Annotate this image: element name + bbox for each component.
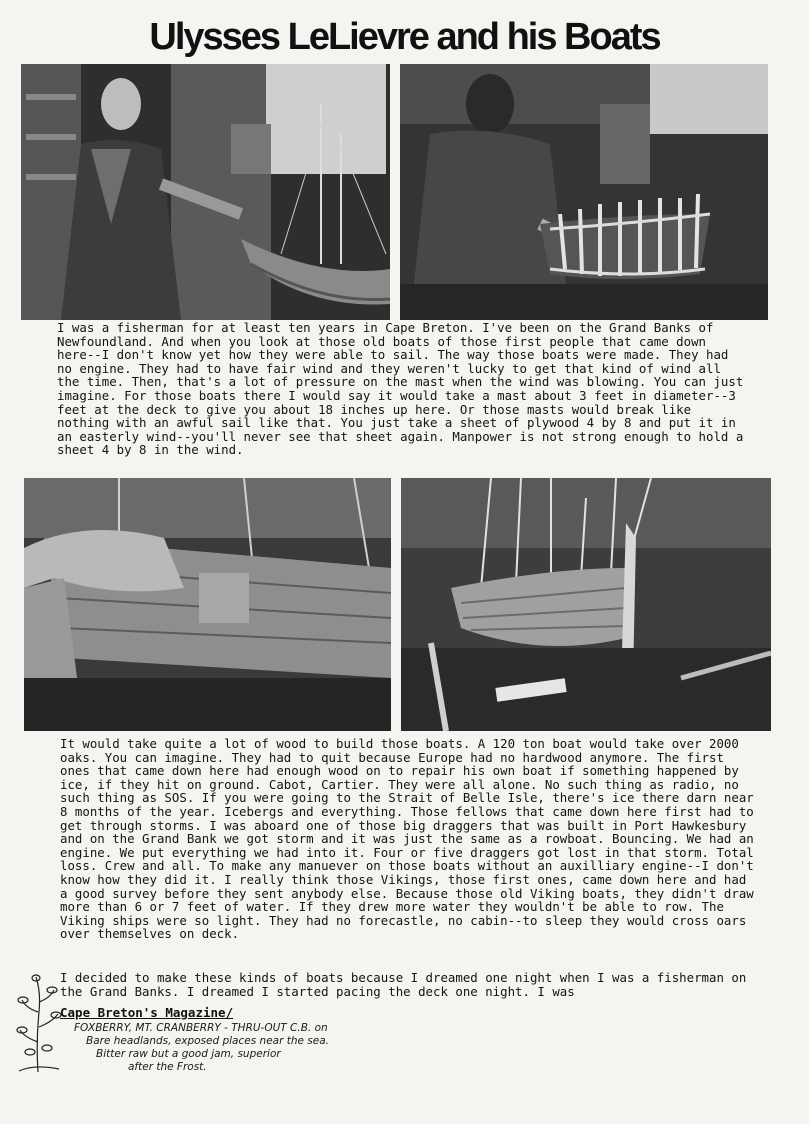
paragraph-dream: I decided to make these kinds of boats because I dreamed one night when I was a fisherman on the Grand Banks. I dreamed I started pacing the deck one night. I was [60, 970, 747, 999]
photo-man-framing-hull [400, 64, 768, 320]
note-line: Bitter raw but a good jam, superior [96, 1048, 281, 1060]
note-line: Bare headlands, exposed places near the sea. [86, 1035, 330, 1047]
note-line: after the Frost. [128, 1061, 207, 1073]
foxberry-sprig-drawing [14, 972, 64, 1072]
page-title: Ulysses LeLievre and his Boats [149, 16, 660, 58]
magazine-credit: Cape Breton's Magazine/ [60, 1005, 234, 1020]
paragraph-building-boats: It would take quite a lot of wood to build those boats. A 120 ton boat would take over 2000 oaks. You can imagine. They had to quit because Europe had no hardwood anymore. The first ones that came down here had enough wood on to repair his own boat if something happened by ice, if they hit on ground. Cabot, Cartier. They were all alone. No such thing as radio, no such thing as SOS. If you were going to the Strait of Belle Isle, there's ice there darn near 8 months of the year. Icebergs and everything. Those fellows that came down here first had to get through storms. I was aboard one of those big draggers that was built in Port Hawkesbury and on the Grand Bank we got storm and it was just the same as a rowboat. Bouncing. We had an engine. We put everything we had into it. Four or five draggers got lost in that storm. Total loss. Crew and all. To make any manuever on those boats without an auxilliary engine--I don't know how they did it. I really think those Vikings, those first ones, came down here and had a good survey before they sent anybody else. Because those old Viking boats, they didn't draw more than 6 or 7 feet of water. If they drew more water they wouldn't be able to row. The Viking ships were so light. They had no forecastle, no cabin--to sleep they would cross oars over themselves on deck. [60, 736, 754, 942]
paragraph-fisherman-intro: I was a fisherman for at least ten years in Cape Breton. I've been on the Grand Banks of Newfoundland. And when you look at those old boats of those first people that came down here--I don't know yet how they were able to sail. The way those boats were made. They had no engine. They had to have fair wind and they weren't lucky to get that kind of wind all the time. Then, that's a lot of pressure on the mast when the wind was blowing. You can just imagine. For those boats there I would say it would take a mast about 3 feet in diameter--3 feet at the deck to give you about 18 inches up here. Or those masts would break like nothing with an awful sail like that. You just take a sheet of plywood 4 by 8 and put it in an easterly wind--you'll never see that sheet again. Manpower is not strong enough to hold a sheet 4 by 8 in the wind. [57, 320, 744, 458]
photo-man-with-model-ship [21, 64, 390, 320]
note-line: FOXBERRY, MT. CRANBERRY - THRU-OUT C.B. on [74, 1022, 328, 1034]
handwritten-note [66, 1022, 406, 1074]
photo-model-boat-on-bench [401, 478, 771, 731]
photo-hand-on-model-hull [24, 478, 391, 731]
